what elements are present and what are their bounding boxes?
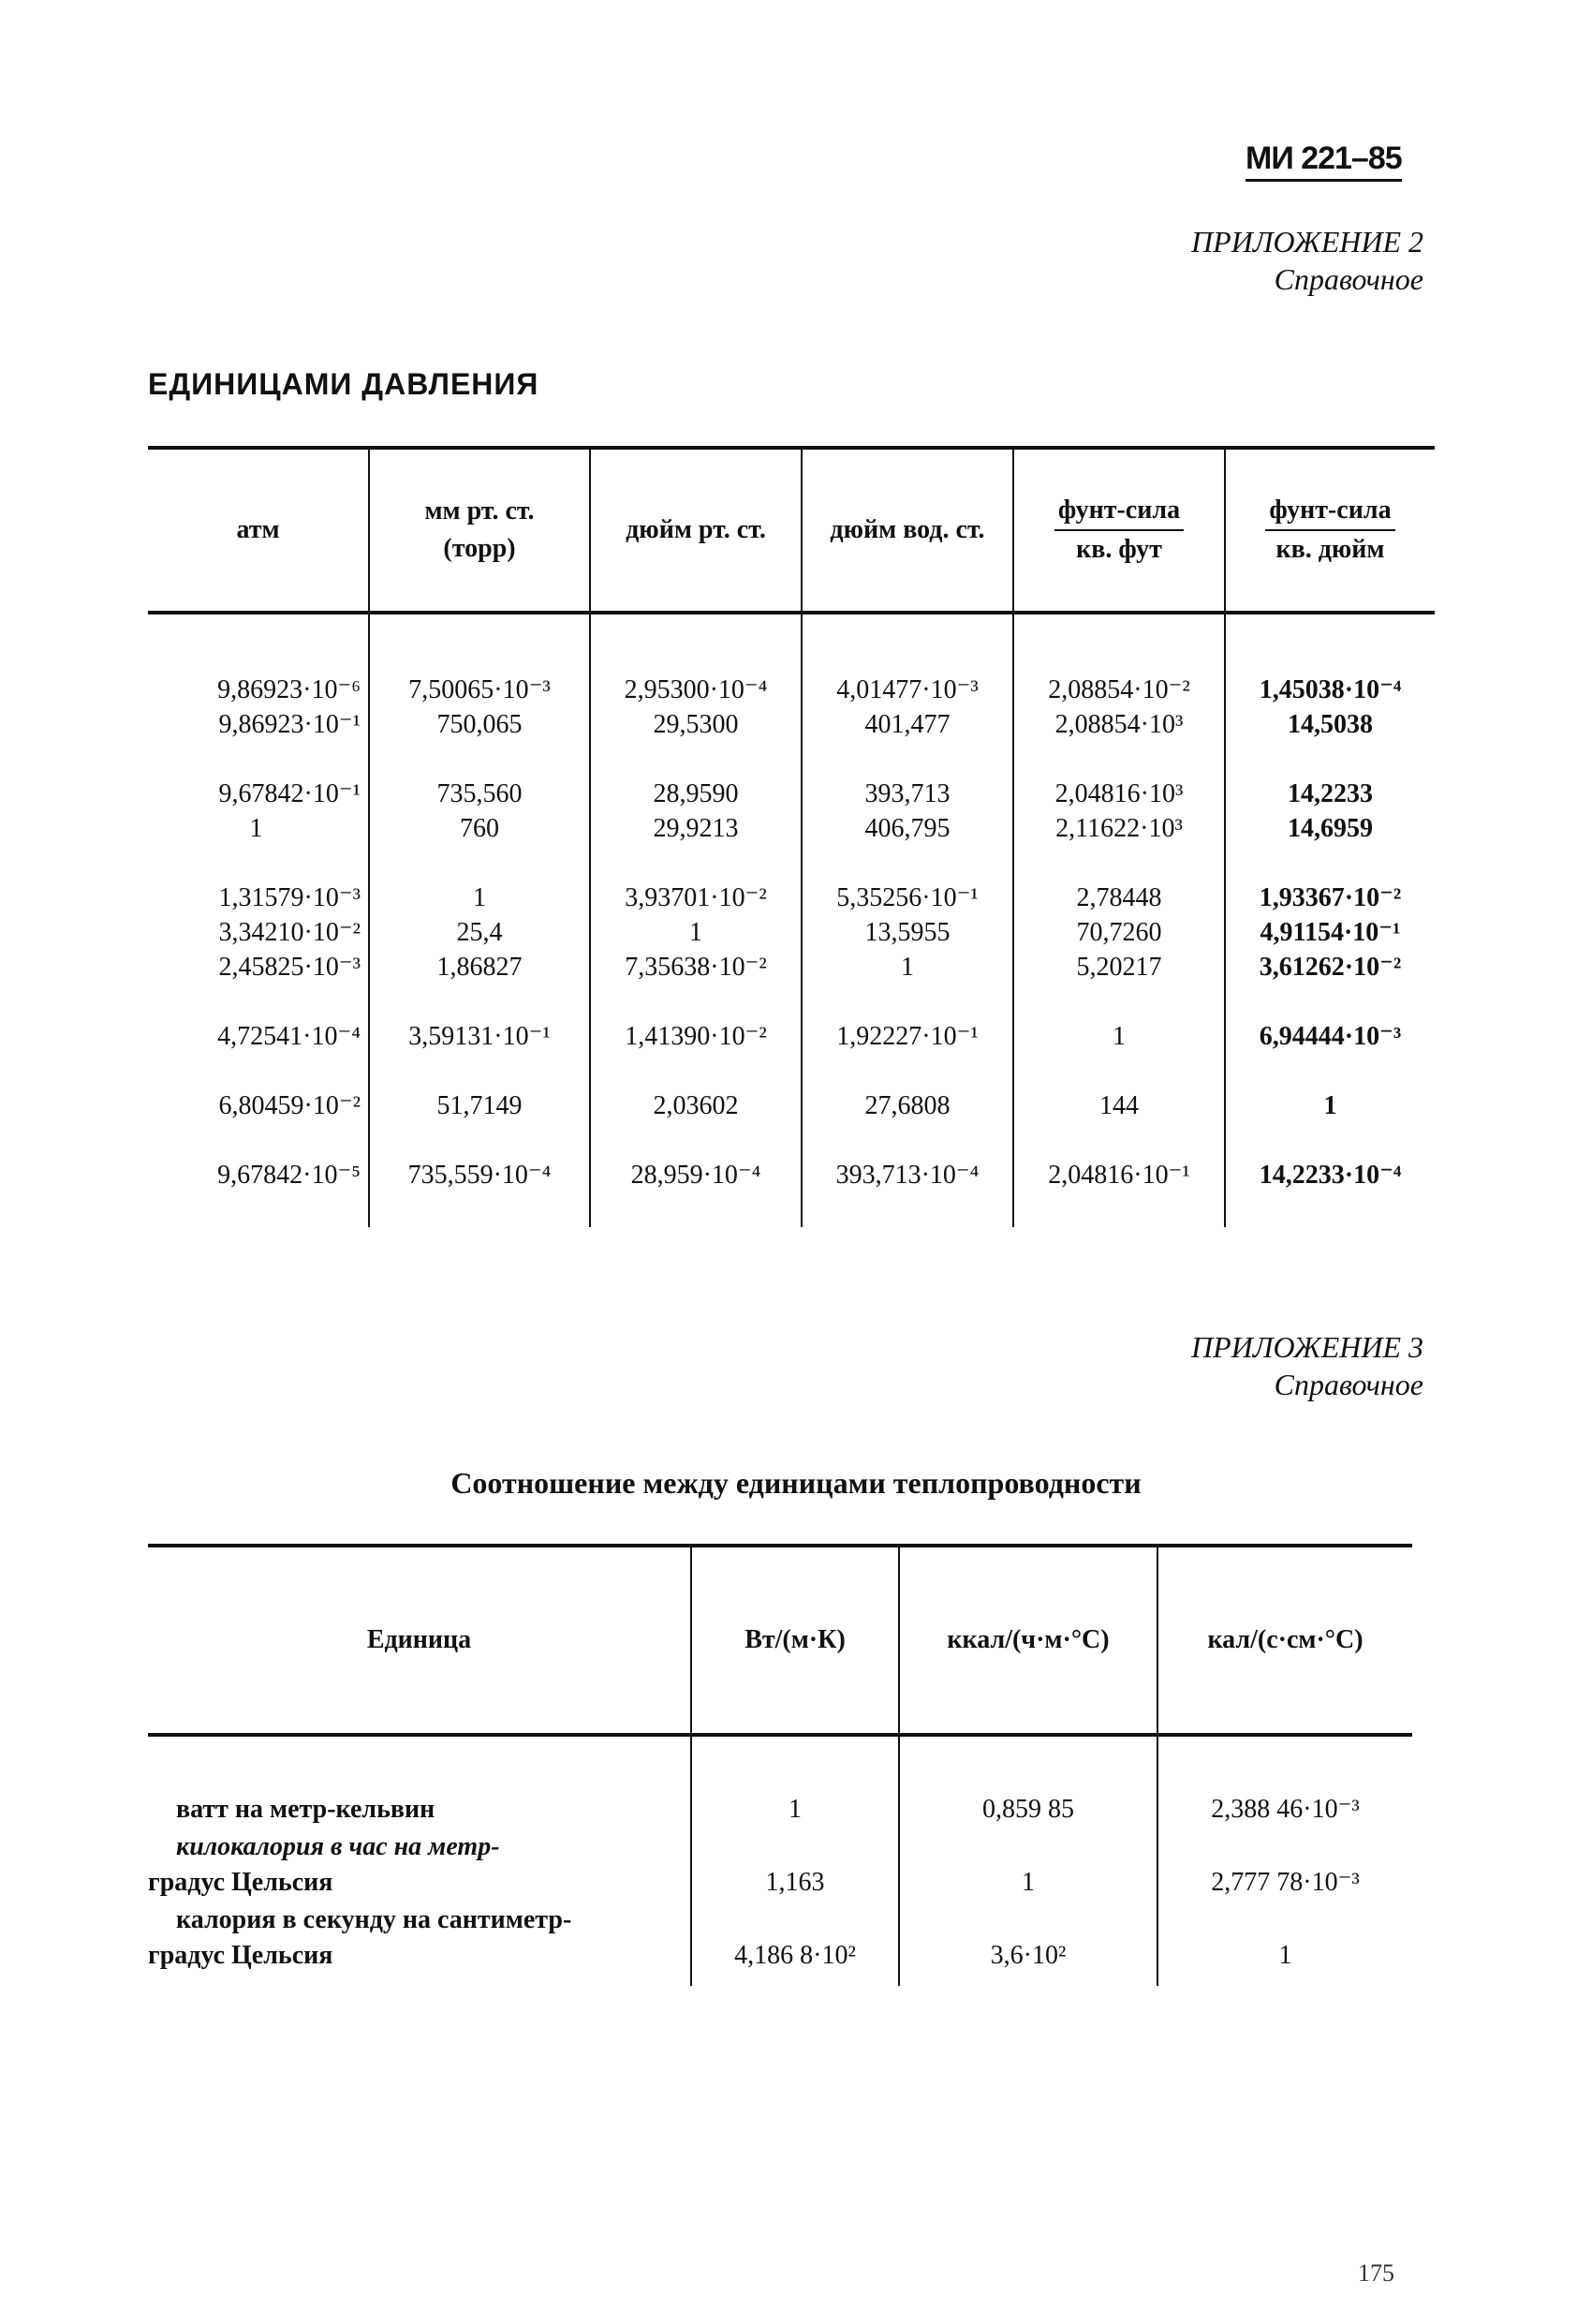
cell: 1 (249, 814, 263, 843)
cell: 13,5955 (802, 915, 1013, 950)
cell: 2,03602 (590, 1088, 802, 1123)
appendix-3-block (1191, 1328, 1423, 1403)
cell: 9,67842·10⁻⁵ (217, 1161, 361, 1190)
cell: 1 (369, 881, 590, 915)
cell: 401,477 (802, 707, 1013, 742)
table-row (148, 950, 1435, 984)
header-mmhg-line1: мм рт. ст. (424, 496, 535, 525)
unit-name-line2: градус Цельсия (148, 1941, 333, 1970)
cell: 4,72541·10⁻⁴ (217, 1022, 361, 1051)
unit-name-cell (148, 1828, 691, 1902)
conductivity-table-title: Соотношение между единицами теплопроводности (450, 1466, 1142, 1500)
cell: 6,94444·10⁻³ (1225, 1019, 1435, 1054)
table-row (148, 1902, 1412, 1975)
cell: 29,9213 (590, 811, 802, 846)
cell: 2,777 78·10⁻³ (1157, 1828, 1412, 1902)
cell: 1,45038·10⁻⁴ (1225, 673, 1435, 707)
cell: 28,959·10⁻⁴ (590, 1158, 802, 1192)
cell: 1,86827 (369, 950, 590, 984)
cell: 735,560 (369, 777, 590, 811)
cell: 28,9590 (590, 777, 802, 811)
appendix-3-subtitle: Справочное (1274, 1368, 1423, 1401)
cell: 7,50065·10⁻³ (369, 673, 590, 707)
header-w-mk: Вт/(м·К) (691, 1546, 899, 1735)
cell: 1 (1225, 1088, 1435, 1123)
table-header-row (148, 448, 1435, 613)
table-row (148, 881, 1435, 915)
cell: 7,35638·10⁻² (590, 950, 802, 984)
appendix-2-subtitle: Справочное (1274, 262, 1423, 296)
cell: 70,7260 (1013, 915, 1225, 950)
cell: 2,45825·10⁻³ (218, 953, 361, 982)
header-inhg: дюйм рт. ст. (590, 448, 802, 613)
cell: 393,713·10⁻⁴ (802, 1158, 1013, 1192)
unit-name-line1 (148, 1829, 689, 1865)
cell: 750,065 (369, 707, 590, 742)
header-lbf-in-denominator: кв. дюйм (1275, 535, 1385, 564)
header-lbf-ft-numerator: фунт-сила (1054, 492, 1184, 531)
cell: 2,04816·10³ (1013, 777, 1225, 811)
cell: 144 (1013, 1088, 1225, 1123)
header-lbf-in-numerator: фунт-сила (1265, 492, 1394, 531)
cell: 4,91154·10⁻¹ (1225, 915, 1435, 950)
cell: 3,6·10² (899, 1902, 1157, 1975)
unit-name-line2: градус Цельсия (148, 1868, 333, 1897)
cell: 3,34210·10⁻² (218, 918, 361, 947)
unit-name-cell (148, 1791, 691, 1828)
cell: 1,163 (691, 1828, 899, 1902)
cell: 14,5038 (1225, 707, 1435, 742)
cell: 9,86923·10⁻⁶ (217, 675, 361, 704)
unit-name-line1-text: килокалория в час на метр- (176, 1832, 500, 1861)
cell: 1 (802, 950, 1013, 984)
unit-name-line1: калория в секунду на сантиметр- (176, 1905, 572, 1934)
cell: 1 (691, 1791, 899, 1828)
cell: 1 (899, 1828, 1157, 1902)
cell: 9,86923·10⁻¹ (218, 710, 361, 739)
unit-name-line1: ватт на метр-кельвин (176, 1795, 435, 1824)
cell: 27,6808 (802, 1088, 1013, 1123)
table-row (148, 1019, 1435, 1054)
pressure-table-title: ЕДИНИЦАМИ ДАВЛЕНИЯ (148, 367, 539, 401)
cell: 2,04816·10⁻¹ (1013, 1158, 1225, 1192)
appendix-2-title: ПРИЛОЖЕНИЕ 2 (1191, 225, 1423, 259)
cell: 5,20217 (1013, 950, 1225, 984)
header-inh2o: дюйм вод. ст. (802, 448, 1013, 613)
cell: 25,4 (369, 915, 590, 950)
table-row (148, 915, 1435, 950)
cell: 2,11622·10³ (1013, 811, 1225, 846)
cell: 1,92227·10⁻¹ (802, 1019, 1013, 1054)
cell: 1,31579·10⁻³ (218, 883, 361, 912)
header-lbf-ft (1013, 448, 1225, 613)
header-atm: атм (236, 515, 280, 544)
appendix-3-title: ПРИЛОЖЕНИЕ 3 (1191, 1330, 1423, 1364)
table-row (148, 1158, 1435, 1192)
cell: 2,08854·10³ (1013, 707, 1225, 742)
cell: 4,01477·10⁻³ (802, 673, 1013, 707)
page-number: 175 (1358, 2259, 1394, 2287)
header-lbf-ft-denominator: кв. фут (1076, 535, 1162, 564)
cell: 51,7149 (369, 1088, 590, 1123)
cell: 1,41390·10⁻² (590, 1019, 802, 1054)
header-mmhg-line2: (торр) (443, 534, 516, 563)
cell: 2,78448 (1013, 881, 1225, 915)
table-header-row (148, 1546, 1412, 1735)
thermal-conductivity-table (148, 1544, 1412, 1986)
cell: 1,93367·10⁻² (1225, 881, 1435, 915)
header-unit: Единица (366, 1625, 472, 1654)
table-row (148, 1828, 1412, 1902)
table-row (148, 777, 1435, 811)
cell: 2,08854·10⁻² (1013, 673, 1225, 707)
appendix-2-block (1191, 223, 1423, 298)
cell: 406,795 (802, 811, 1013, 846)
cell: 1 (590, 915, 802, 950)
header-kcal-hmc: ккал/(ч·м·°С) (899, 1546, 1157, 1735)
cell: 29,5300 (590, 707, 802, 742)
header-cal-scmc: кал/(с·см·°С) (1157, 1546, 1412, 1735)
cell: 14,6959 (1225, 811, 1435, 846)
cell: 1 (1013, 1019, 1225, 1054)
cell: 3,61262·10⁻² (1225, 950, 1435, 984)
cell: 4,186 8·10² (691, 1902, 899, 1975)
pressure-units-table (148, 446, 1435, 1227)
cell: 735,559·10⁻⁴ (369, 1158, 590, 1192)
cell: 5,35256·10⁻¹ (802, 881, 1013, 915)
cell: 0,859 85 (899, 1791, 1157, 1828)
cell: 14,2233·10⁻⁴ (1225, 1158, 1435, 1192)
cell: 1 (1157, 1902, 1412, 1975)
cell: 9,67842·10⁻¹ (218, 779, 361, 808)
cell: 3,59131·10⁻¹ (369, 1019, 590, 1054)
header-mmhg (369, 448, 590, 613)
table-row (148, 811, 1435, 846)
header-lbf-in (1225, 448, 1435, 613)
table-row (148, 1791, 1412, 1828)
document-code: МИ 221–85 (1246, 141, 1402, 182)
table-row (148, 673, 1435, 707)
cell: 393,713 (802, 777, 1013, 811)
cell: 2,95300·10⁻⁴ (590, 673, 802, 707)
cell: 760 (369, 811, 590, 846)
cell: 3,93701·10⁻² (590, 881, 802, 915)
table-row (148, 1088, 1435, 1123)
table-row (148, 707, 1435, 742)
cell: 14,2233 (1225, 777, 1435, 811)
cell: 2,388 46·10⁻³ (1157, 1791, 1412, 1828)
cell: 6,80459·10⁻² (218, 1091, 361, 1120)
unit-name-cell (148, 1902, 691, 1975)
